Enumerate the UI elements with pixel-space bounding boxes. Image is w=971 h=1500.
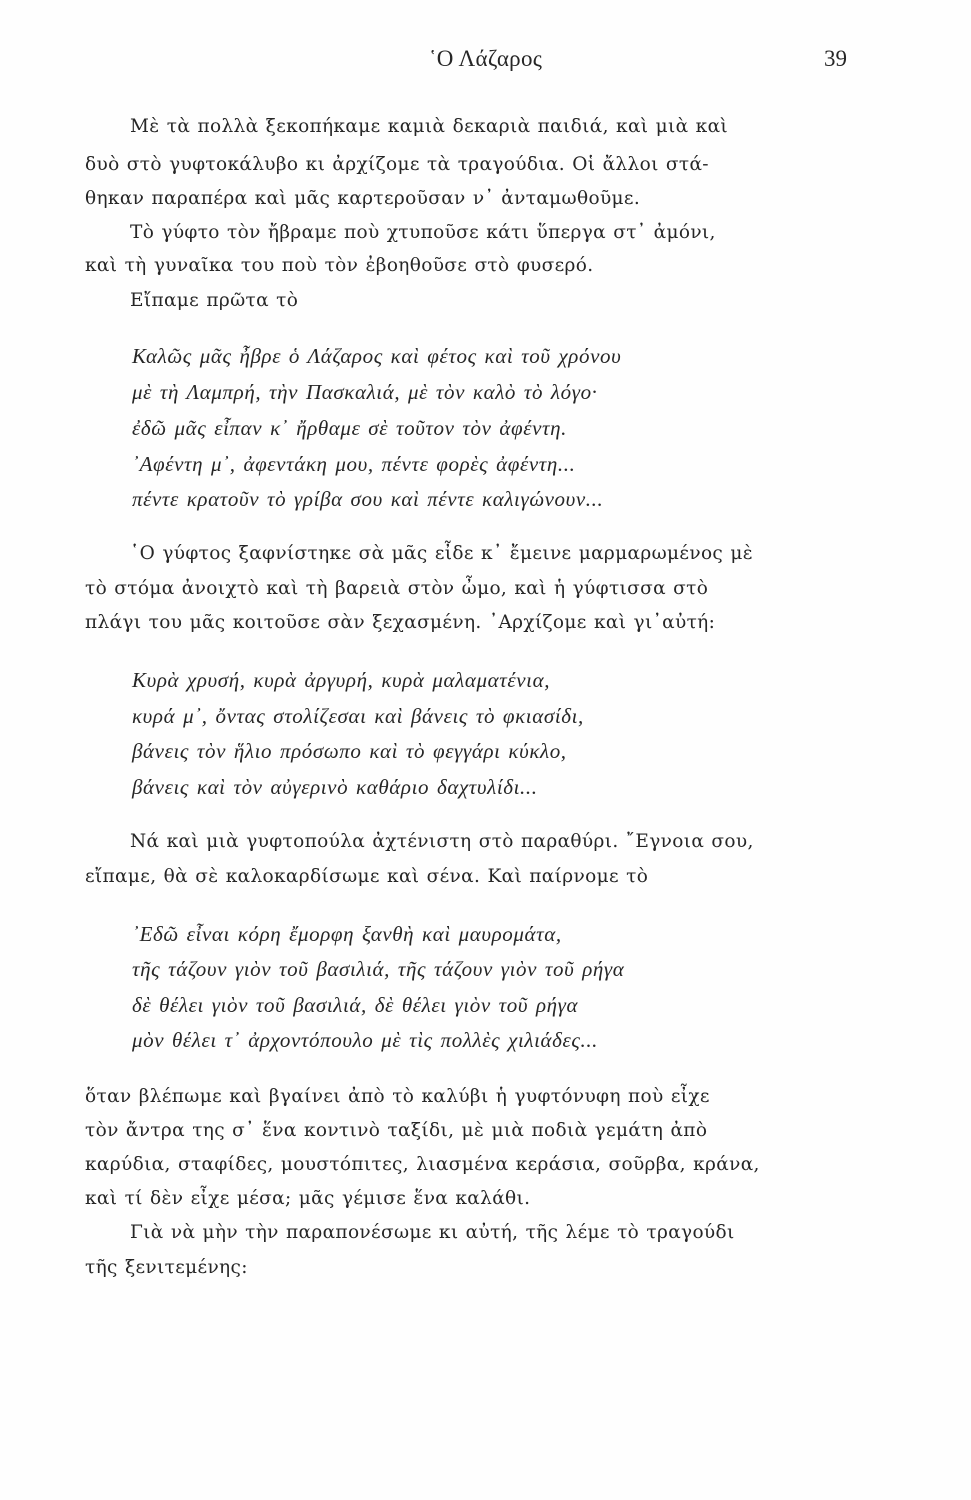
verse-line: βάνεις τὸν ἥλιο πρόσωπο καὶ τὸ φεγγάρι κύκλο,: [132, 739, 567, 763]
text-line: Μὲ τὰ πολλὰ ξεκοπήκαμε καμιὰ δεκαριὰ παιδιά, καὶ μιὰ καὶ: [130, 116, 729, 137]
text-line: ὅταν βλέπωμε καὶ βγαίνει ἀπὸ τὸ καλύβι ἡ γυφτόνυφη ποὺ εἶχε: [85, 1086, 710, 1107]
verse-line: βάνεις καὶ τὸν αὐγερινὸ καθάριο δαχτυλίδι...: [132, 775, 538, 799]
text-line: Τὸ γύφτο τὸν ἤβραμε ποὺ χτυποῦσε κάτι ὕπεργα στ᾿ ἀμόνι,: [130, 222, 716, 243]
text-line: εἴπαμε, θὰ σὲ καλοκαρδίσωμε καὶ σένα. Καὶ παίρνομε τὸ: [85, 866, 649, 887]
text-line: Γιὰ νὰ μὴν τὴν παραπονέσωμε κι αὐτή, τῆς λέμε τὸ τραγούδι: [130, 1222, 735, 1243]
verse-line: τῆς τάζουν γιὸν τοῦ βασιλιά, τῆς τάζουν γιὸν τοῦ ρήγα: [132, 957, 625, 981]
verse-line: Κυρὰ χρυσή, κυρὰ ἀργυρή, κυρὰ μαλαματένια,: [132, 668, 551, 692]
verse-line: ᾿Αφέντη μ᾿, ἀφεντάκη μου, πέντε φορὲς ἀφέντη...: [132, 452, 576, 476]
text-line: δυὸ στὸ γυφτοκάλυβο κι ἀρχίζομε τὰ τραγούδια. Οἱ ἄλλοι στά-: [85, 154, 709, 175]
verse-line: Καλῶς μᾶς ἦβρε ὁ Λάζαρος καὶ φέτος καὶ τοῦ χρόνου: [132, 344, 622, 368]
text-line: ῾Ο γύφτος ξαφνίστηκε σὰ μᾶς εἶδε κ᾿ ἔμεινε μαρμαρωμένος μὲ: [130, 543, 754, 564]
text-line: καὶ τὴ γυναῖκα του ποὺ τὸν ἐβοηθοῦσε στὸ φυσερό.: [85, 255, 594, 276]
text-line: τῆς ξενιτεμένης:: [85, 1257, 248, 1278]
text-line: Νά καὶ μιὰ γυφτοπούλα ἀχτένιστη στὸ παραθύρι. ῎Εγνοια σου,: [130, 831, 754, 852]
verse-line: μὲ τὴ Λαμπρή, τὴν Πασκαλιά, μὲ τὸν καλὸ τὸ λόγο·: [132, 380, 598, 404]
verse-line: μὸν θέλει τ᾿ ἀρχοντόπουλο μὲ τὶς πολλὲς χιλιάδες...: [132, 1028, 599, 1052]
text-line: Εἴπαμε πρῶτα τὸ: [130, 290, 299, 311]
text-line: καρύδια, σταφίδες, μουστόπιτες, λιασμένα κεράσια, σοῦρβα, κράνα,: [85, 1154, 760, 1175]
text-line: τὸν ἄντρα της σ᾿ ἕνα κοντινὸ ταξίδι, μὲ μιὰ ποδιὰ γεμάτη ἀπὸ: [85, 1120, 708, 1141]
verse-line: πέντε κρατοῦν τὸ γρίβα σου καὶ πέντε καλιγώνουν...: [132, 487, 604, 511]
verse-line: δὲ θέλει γιὸν τοῦ βασιλιά, δὲ θέλει γιὸν τοῦ ρήγα: [132, 993, 579, 1017]
text-line: καὶ τί δὲν εἶχε μέσα; μᾶς γέμισε ἕνα καλάθι.: [85, 1188, 531, 1209]
text-line: θηκαν παραπέρα καὶ μᾶς καρτεροῦσαν ν᾿ ἀνταμωθοῦμε.: [85, 188, 641, 209]
verse-line: ἐδῶ μᾶς εἶπαν κ᾿ ἤρθαμε σὲ τοῦτον τὸν ἀφέντη.: [132, 416, 568, 440]
text-line: πλάγι του μᾶς κοιτοῦσε σὰν ξεχασμένη. ᾿Αρχίζομε καὶ γι᾿αὐτή:: [85, 612, 716, 633]
text-line: τὸ στόμα ἀνοιχτὸ καὶ τὴ βαρειὰ στὸν ὦμο, καὶ ἡ γύφτισσα στὸ: [85, 578, 709, 599]
page-number: 39: [824, 46, 847, 71]
running-title: ῾Ο Λάζαρος: [428, 46, 543, 71]
verse-line: ᾿Εδῶ εἶναι κόρη ἔμορφη ξανθὴ καὶ μαυρομάτα,: [132, 922, 562, 946]
verse-line: κυρά μ᾿, ὄντας στολίζεσαι καὶ βάνεις τὸ φκιασίδι,: [132, 704, 584, 728]
page-header: [0, 46, 971, 76]
